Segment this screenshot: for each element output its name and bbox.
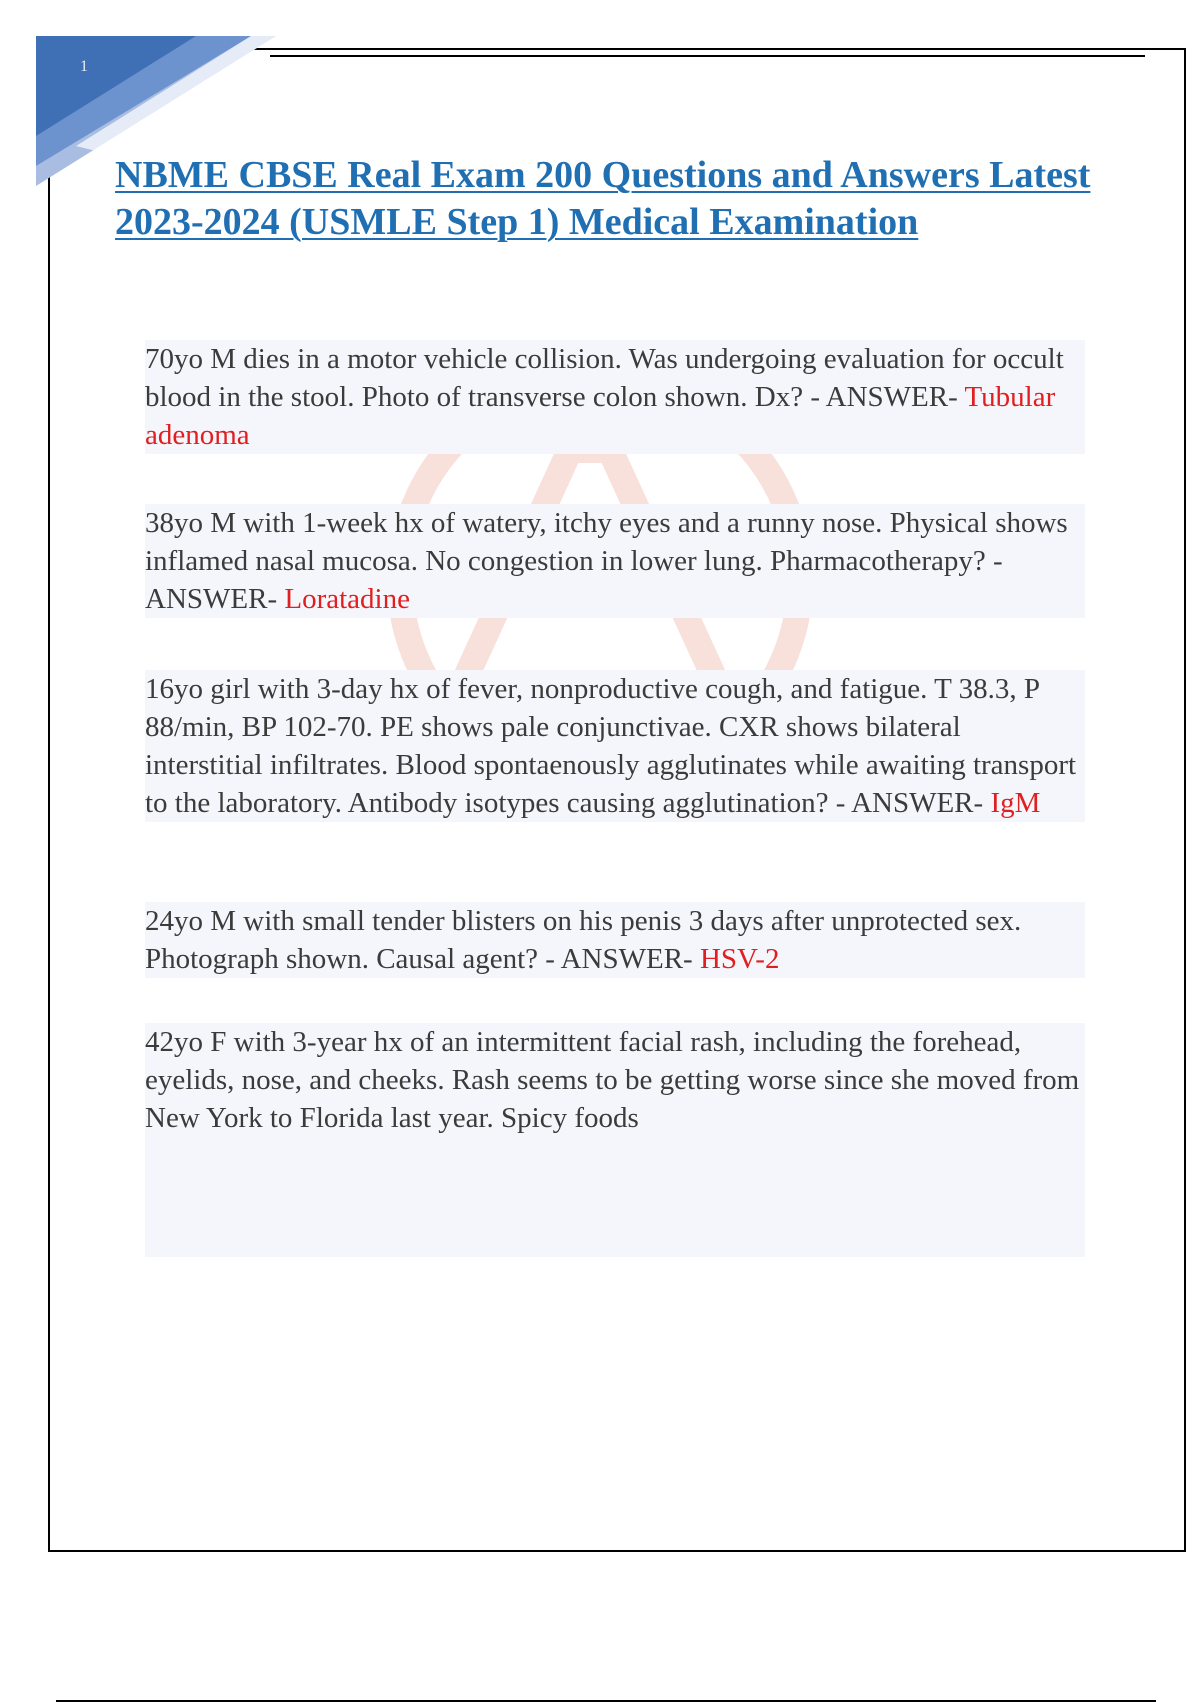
answer-text: Loratadine xyxy=(284,583,410,615)
answer-text: Tubular adenoma xyxy=(145,381,1056,451)
question-text: 24yo M with small tender blisters on his penis 3 days after unprotected sex. Photograph shown. Causal agent? - ANSWER- xyxy=(145,905,1022,975)
page-number: 1 xyxy=(80,58,88,75)
header-rule xyxy=(270,55,1145,57)
question-text: 42yo F with 3-year hx of an intermittent facial rash, including the forehead, eyelids, nose, and cheeks. Rash seems to be getting worse since she moved from New York to Florida last year. Spicy foods xyxy=(145,1026,1080,1134)
question-item xyxy=(145,902,1085,978)
question-item xyxy=(145,340,1085,454)
answer-text: IgM xyxy=(990,787,1041,819)
document-title: NBME CBSE Real Exam 200 Questions and Answers Latest 2023-2024 (USMLE Step 1) Medical Examination xyxy=(115,154,1091,243)
question-text: 70yo M dies in a motor vehicle collision. Was undergoing evaluation for occult blood in the stool. Photo of transverse colon shown. Dx? - ANSWER- xyxy=(145,343,1064,413)
question-item xyxy=(145,1023,1085,1257)
question-text: 16yo girl with 3-day hx of fever, nonproductive cough, and fatigue. T 38.3, P 88/min, BP 102-70. PE shows pale conjunctivae. CXR shows bilateral interstitial infiltrates. Blood spontaenously agglutinates while awaiting transport to the laboratory. Antibody isotypes causing agglutination? - ANSWER- xyxy=(145,673,1077,819)
answer-text: HSV-2 xyxy=(699,943,780,975)
question-item xyxy=(145,670,1085,822)
question-item xyxy=(145,504,1085,618)
question-text: 38yo M with 1-week hx of watery, itchy eyes and a runny nose. Physical shows inflamed nasal mucosa. No congestion in lower lung. Pharmacotherapy? - ANSWER- xyxy=(145,507,1068,615)
